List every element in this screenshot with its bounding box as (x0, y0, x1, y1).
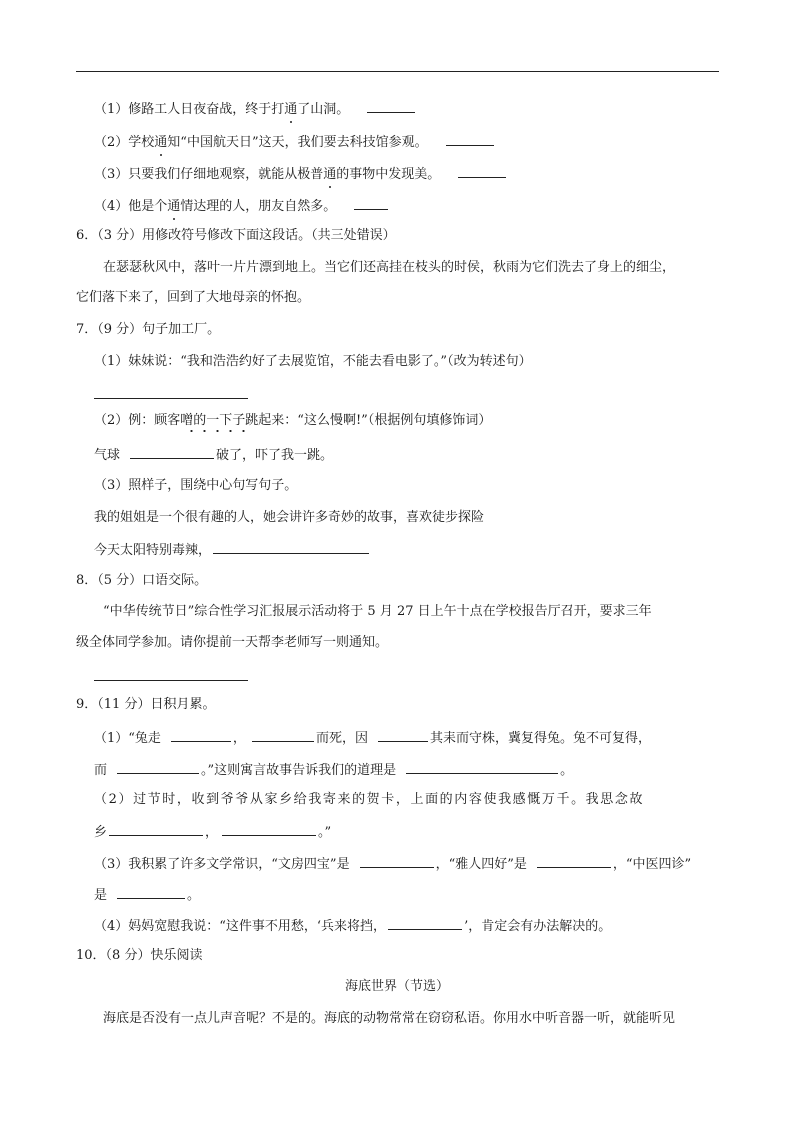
q10-passage-line-1: 海底是否没有一点儿声音呢？不是的。海底的动物常常在窃窃私语。你用水中听音器一听，就能听见 (103, 1011, 676, 1026)
q5-item-2-text: （2）学校 (94, 135, 155, 150)
q10-passage-title: 海底世界（节选） (344, 979, 449, 994)
q9-s3-text-c: ，“中医四诊” (612, 857, 692, 872)
q6-heading: 6．（3 分）用修改符号修改下面这段话。（共三处错误） (76, 228, 396, 243)
q7-sub2-task-pre: 气球 (94, 448, 121, 463)
q7-sub1-answer-line[interactable] (94, 398, 248, 399)
q9-s4 (94, 916, 611, 936)
q9-s3-text-e: 。 (187, 888, 201, 903)
q9-s4-text-b: ’，肯定会有办法解决的。 (464, 919, 612, 934)
q9-s3-blank-2[interactable] (537, 854, 611, 868)
q8-paragraph-line-1: “中华传统节日”综合性学习汇报展示活动将于 5 月 27 日上午十点在学校报告厅召开，要求三年 (103, 604, 652, 619)
q9-s3-text-d: 是 (94, 888, 108, 903)
q8-answer-line[interactable] (94, 680, 248, 681)
q9-s1-blank-3[interactable] (378, 728, 428, 742)
q9-s3-blank-3[interactable] (117, 885, 185, 899)
q7-sub2-task-post: 破了，吓了我一跳。 (216, 448, 334, 463)
q9-s1-text-e: 而 (94, 763, 108, 778)
q7-sub2 (94, 412, 491, 430)
q7-heading: 7．（9 分）句子加工厂。 (76, 322, 221, 337)
q9-s3-text-b: ，“雅人四好”是 (435, 857, 527, 872)
q7-sub3-example: 我的姐姐是一个很有趣的人，她会讲许多奇妙的故事，喜欢徒步探险 (94, 510, 485, 525)
q9-s3-line-2 (94, 885, 200, 905)
q9-s2-text-d: 。” (318, 825, 332, 840)
q9-s1-blank-1[interactable] (171, 728, 231, 742)
q7-sub3-task-text: 今天太阳特别毒辣， (94, 543, 212, 558)
q7-sub3-task (94, 540, 371, 560)
q7-sub2-dotted-words: 噌的一下子 (180, 413, 245, 428)
q9-s1-blank-5[interactable] (406, 760, 558, 774)
q5-item-1-text: （1）修路工人日夜奋战，终于打 (94, 102, 285, 117)
q9-s3-blank-1[interactable] (360, 854, 434, 868)
q9-s2-text-c: ， (205, 825, 219, 840)
q9-s1-blank-2[interactable] (252, 728, 314, 742)
q8-heading: 8．（5 分）口语交际。 (76, 573, 208, 588)
q7-sub2-text-end: 跳起来：“这么慢啊!”（根据例句填修饰词） (245, 413, 492, 428)
q5-item-4 (94, 196, 390, 216)
q6-paragraph-line-2: 它们落下来了，回到了大地母亲的怀抱。 (76, 290, 311, 305)
q5-item-4-dotted-char: 通 (167, 199, 181, 214)
q5-item-1-dotted-char: 通 (284, 102, 298, 117)
q7-sub2-blank[interactable] (130, 445, 214, 459)
q9-s2-line-1: （2）过节时，收到爷爷从家乡给我寄来的贺卡，上面的内容使我感慨万千。我思念故 (94, 792, 645, 807)
q5-item-2-dotted-char: 通 (154, 135, 168, 150)
q8-paragraph-line-2: 级全体同学参加。请你提前一天帮李老师写一则通知。 (76, 635, 389, 650)
q9-s1-line-2 (94, 760, 573, 780)
q9-heading: 9．（11 分）日积月累。 (76, 697, 216, 712)
q10-heading: 10．（8 分）快乐阅读 (76, 948, 203, 963)
q7-sub3-blank[interactable] (213, 540, 369, 554)
q9-s1-text-b: ， (232, 731, 246, 746)
q5-item-3-blank[interactable] (458, 164, 506, 178)
q9-s3-text-a: （3）我积累了许多文学常识，“文房四宝”是 (94, 857, 350, 872)
q9-s1-text-a: （1）“兔走 (94, 731, 161, 746)
header-rule (76, 71, 719, 72)
q5-item-1-blank[interactable] (367, 99, 415, 113)
q9-s2-text-b: 乡 (94, 825, 108, 840)
q9-s3-line-1 (94, 854, 691, 874)
q6-paragraph-line-1: 在瑟瑟秋风中，落叶一片片漂到地上。当它们还高挂在枝头的时侯，秋雨为它们洗去了身上的细尘， (103, 260, 676, 275)
q9-s1-line-1 (94, 728, 651, 748)
q9-s2-blank-1[interactable] (109, 822, 203, 836)
q5-item-4-blank[interactable] (354, 196, 388, 210)
q5-item-3 (94, 164, 508, 184)
q7-sub1: （1）妹妹说：“我和浩浩约好了去展览馆，不能去看电影了。”（改为转述句） (94, 354, 532, 369)
q9-s4-text-a: （4）妈妈宽慰我说：“这件事不用愁，‘兵来将挡， (94, 919, 387, 934)
q7-sub3: （3）照样子，围绕中心句写句子。 (94, 478, 298, 493)
q5-item-2-blank[interactable] (446, 132, 494, 146)
q5-item-4-text-end: 情达理的人，朋友自然多。 (180, 199, 337, 214)
q7-sub2-task (94, 445, 333, 465)
q5-item-3-text-end: 的事物中发现美。 (336, 167, 441, 182)
q5-item-3-text: （3）只要我们仔细地观察，就能从极普 (94, 167, 324, 182)
q7-sub2-text: （2）例：顾客 (94, 413, 181, 428)
q5-item-1-text-end: 了山洞。 (297, 102, 350, 117)
q9-s1-text-d: 其耒而守株，冀复得兔。兔不可复得， (429, 731, 651, 746)
q9-s4-blank[interactable] (388, 916, 462, 930)
q9-s1-text-g: 。 (560, 763, 574, 778)
q9-s1-blank-4[interactable] (117, 760, 199, 774)
q5-item-4-text: （4）他是个 (94, 199, 168, 214)
q9-s2-line-2 (94, 822, 331, 842)
q5-item-3-dotted-char: 通 (323, 167, 337, 182)
q9-s1-text-f: 。”这则寓言故事告诉我们的道理是 (201, 763, 397, 778)
q5-item-1 (94, 99, 417, 119)
q9-s1-text-c: 而死，因 (315, 731, 368, 746)
q5-item-2 (94, 132, 496, 152)
q5-item-2-text-end: 知“中国航天日”这天，我们要去科技馆参观。 (167, 135, 428, 150)
q9-s2-blank-2[interactable] (222, 822, 316, 836)
